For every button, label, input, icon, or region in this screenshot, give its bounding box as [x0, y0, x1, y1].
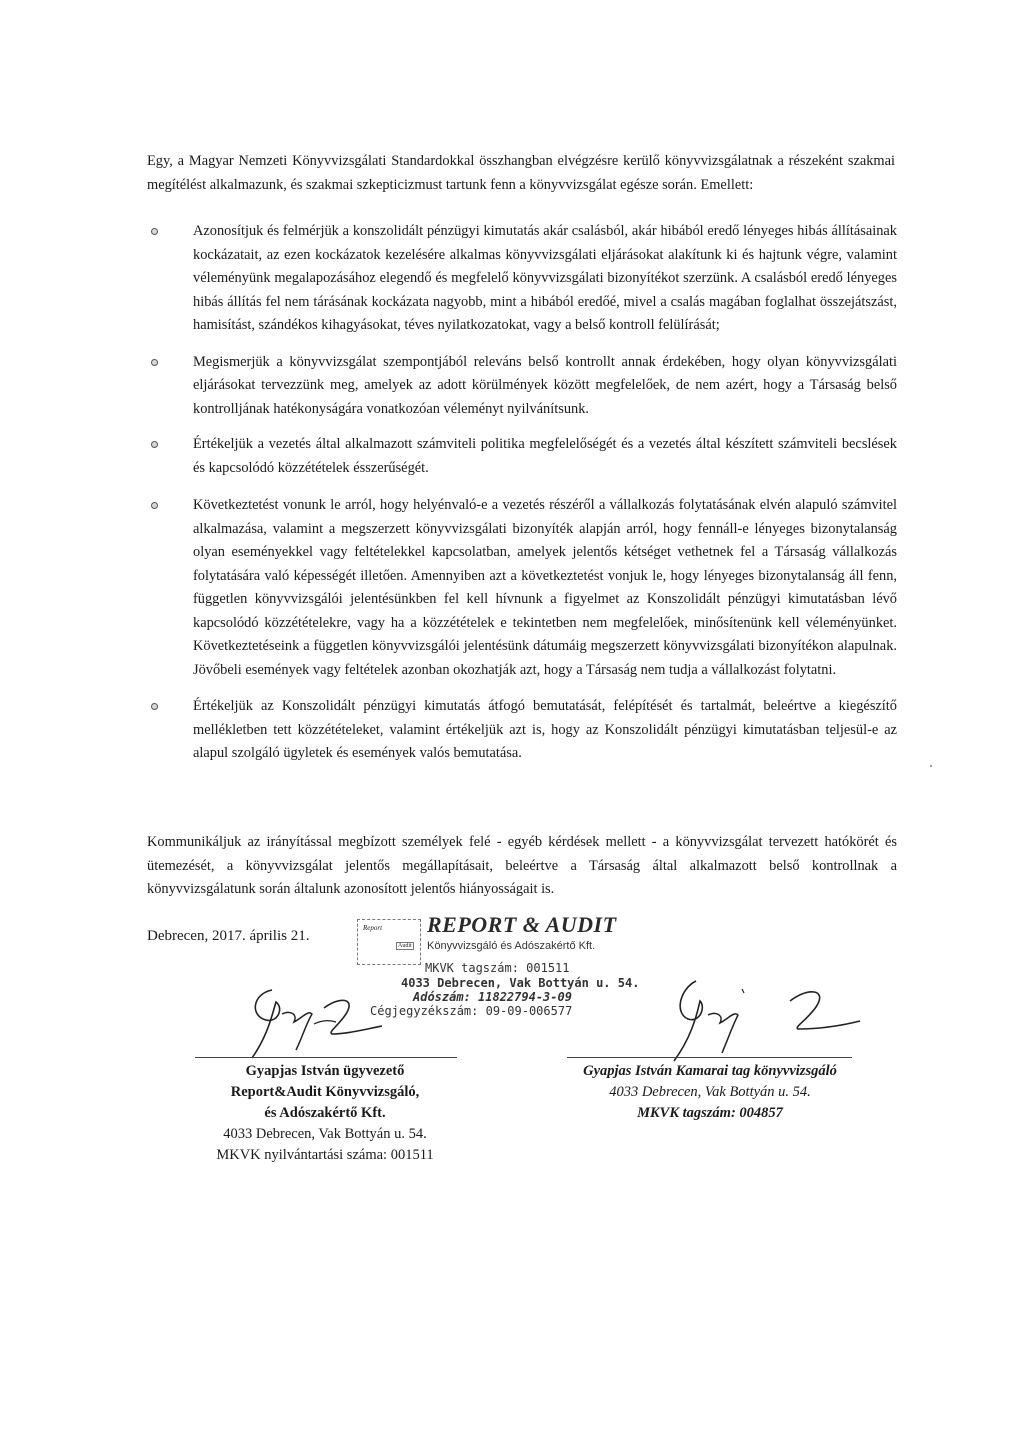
list-item — [147, 220, 897, 338]
place-date: Debrecen, 2017. április 21. — [147, 928, 310, 944]
list-item-text: Azonosítjuk és felmérjük a konszolidált pénzügyi kimutatás akár csalásból, akár hibából eredő lényeges hibás állításainak kockázatait, az ezen kockázatok kezelésére alkalmas könyvvizsgálati eljárásokat alakítunk ki és hajtunk végre, valamint véleményünk megalapozásához elegendő és megfelelő könyvvizsgálati bizonyítékot szerzünk. A csalásból eredő lényeges hibás állítás fel nem tárásának kockázata nagyobb, mint a hibából eredőé, mivel a csalás magában foglalhat összejátszást, hamisítást, szándékos kihagyásokat, téves nyilatkozatokat, vagy a belső kontroll felülírását; — [193, 223, 897, 333]
stamp-line-address: 4033 Debrecen, Vak Bottyán u. 54. — [401, 976, 640, 990]
signature-line-left — [195, 1057, 457, 1058]
stamp-line-tax-number: Adószám: 11822794-3-09 — [413, 990, 572, 1004]
bullet-icon — [151, 502, 158, 509]
stamp-subtitle: Könyvvizsgáló és Adószakértő Kft. — [427, 940, 596, 952]
list-item-text: Értékeljük a vezetés által alkalmazott számviteli politika megfelelőségét és a vezetés által készített számviteli becslések és kapcsolódó közzétételek ésszerűségét. — [193, 436, 897, 476]
signatory-left-name: Gyapjas István ügyvezető — [245, 1063, 405, 1079]
list-item — [147, 494, 897, 682]
signatory-right-name: Gyapjas István Kamarai tag könyvvizsgáló — [583, 1063, 837, 1079]
list-item — [147, 433, 897, 480]
list-item — [147, 351, 897, 422]
signatory-left-company: Report&Audit Könyvvizsgáló, — [230, 1084, 420, 1100]
signature-line-right — [567, 1057, 852, 1058]
intro-paragraph: Egy, a Magyar Nemzeti Könyvvizsgálati Standardokkal összhangban elvégzésre kerülő könyvvizsgálatnak a részeként szakmai megítélést alkalmazunk, és szakmai szkepticizmust tartunk fenn a könyvvizsgálat egésze során. Emellett: — [147, 153, 895, 193]
scan-speck — [930, 765, 932, 767]
bullet-icon — [151, 228, 158, 235]
stamp-line-membership: MKVK tagszám: 001511 — [425, 961, 570, 975]
list-item — [147, 695, 897, 766]
list-item-text: Következtetést vonunk le arról, hogy helyénvaló-e a vezetés részéről a vállalkozás folytatásának elvén alapuló számvitel alkalmazása, valamint a megszerzett könyvvizsgálati bizonyíték alapján arról, hogy fennáll-e lényeges bizonytalanság olyan eseményekkel vagy feltételekkel kapcsolatban, amelyek jelentős kétséget vethetnek fel a Társaság vállalkozás folytatására való képességét illetően. Amennyiben azt a következtetést vonjuk le, hogy lényeges bizonytalanság áll fenn, független könyvvizsgálói jelentésünkben fel kell hívnunk a figyelmet az Konszolidált pénzügyi kimutatásban lévő kapcsolódó közzétételekre, vagy ha a közzétételek e tekintetben nem megfelelőek, minősítenünk kell véleményünket. Következtetéseink a független könyvvizsgálói jelentésünk dátumáig megszerzett könyvvizsgálati bizonyítékon alapulnak. Jövőbeli események vagy feltételek azonban okozhatják azt, hogy a Társaság nem tudja a vállalkozást folytatni. — [193, 497, 897, 678]
signatory-left-block — [160, 1061, 490, 1166]
list-item-text: Értékeljük az Konszolidált pénzügyi kimutatás átfogó bemutatását, felépítését és tartalmát, beleértve a kiegészítő mellékletben tett közzétételeket, valamint értékeljük azt is, hogy az Konszolidált pénzügyi kimutatásban teljesül-e az alapul szolgáló ügyletek és események valós bemutatása. — [193, 698, 897, 761]
signatory-left-registry: MKVK nyilvántartási száma: 001511 — [216, 1147, 434, 1163]
list-item-text: Megismerjük a könyvvizsgálat szempontjából releváns belső kontrollt annak érdekében, hogy olyan könyvvizsgálati eljárásokat tervezzünk meg, amelyek az adott körülmények között megfelelőek, de nem azért, hogy a Társaság belső kontrolljának hatékonyságára vonatkozóan véleményt nyilvánítsunk. — [193, 353, 897, 417]
bullet-list — [147, 220, 897, 766]
signatory-left-company-2: és Adószakértő Kft. — [264, 1105, 386, 1121]
signature-right — [640, 975, 880, 1065]
bullet-icon — [151, 441, 158, 448]
signatory-right-address: 4033 Debrecen, Vak Bottyán u. 54. — [609, 1084, 811, 1100]
signatory-right-registry: MKVK tagszám: 004857 — [637, 1105, 783, 1121]
stamp-logo-report: Report — [363, 924, 383, 932]
signatory-right-block — [540, 1061, 880, 1124]
bullet-icon — [151, 703, 158, 710]
stamp-line-registry: Cégjegyzékszám: 09-09-006577 — [370, 1004, 573, 1018]
stamp-logo-audit: Audit — [398, 943, 412, 949]
signature-left — [232, 980, 407, 1060]
signatory-left-address: 4033 Debrecen, Vak Bottyán u. 54. — [223, 1126, 427, 1142]
closing-paragraph: Kommunikáljuk az irányítással megbízott személyek felé - egyéb kérdések mellett - a könyvvizsgálat tervezett hatókörét és ütemezését, a könyvvizsgálat jelentős megállapításait, beleértve a Társaság által alkalmazott belső kontrollnak a könyvvizsgálatunk során általunk azonosított jelentős hiányosságait is. — [147, 834, 897, 898]
stamp-logo-box — [357, 919, 421, 965]
stamp-brand: REPORT & AUDIT — [427, 912, 617, 937]
bullet-icon — [151, 359, 158, 366]
